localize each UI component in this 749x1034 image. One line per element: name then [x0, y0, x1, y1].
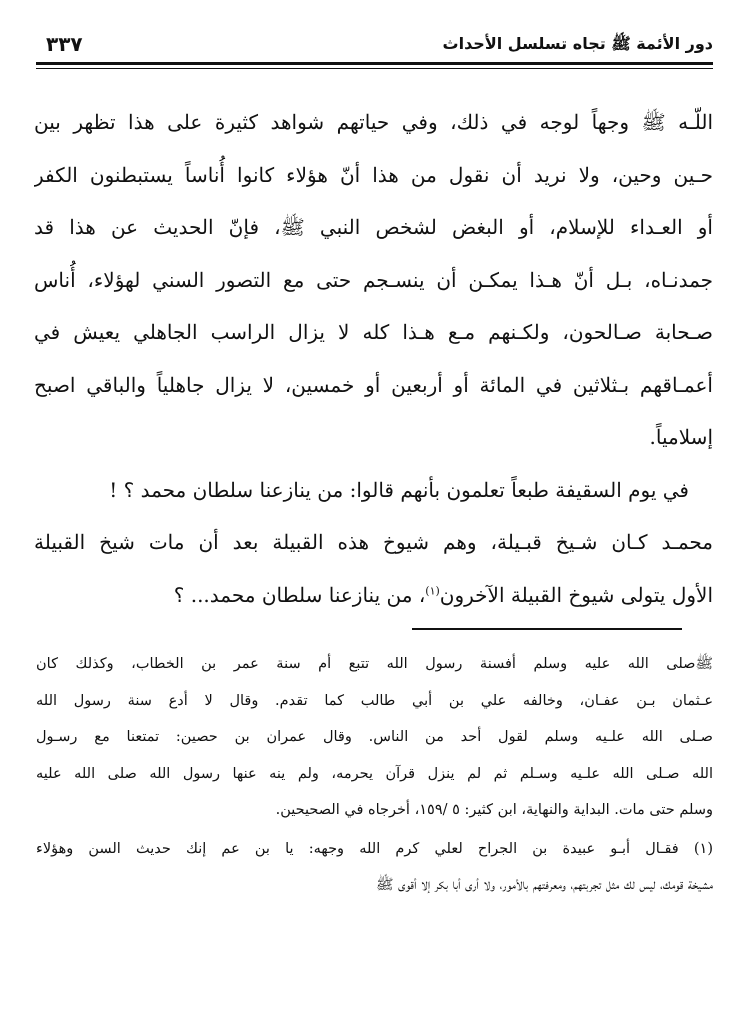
text-line: إسلامياً. [649, 425, 713, 449]
footnote-line: مشيخة قومك، ليس لك مثل تجربتهم، ومعرفتهم بالأمور، ولا أرى أبا بكر إلا أقوى ﷺ [375, 877, 713, 893]
text-line: حـين وحين، ولا نريد أن نقول من هذا أنّ هؤلاء كانوا أُناساً يستبطنون الكفر [34, 162, 713, 187]
header-rule-thin [36, 68, 713, 69]
text-line: محمـد كـان شـيخ قبـيلة، وهم شيوخ هذه القبيلة بعد أن مات شيخ القبيلة [34, 530, 713, 554]
running-title: دور الأئمة ﷺ تجاه تسلسل الأحداث [442, 34, 713, 53]
footnote-line: ﷺصلى الله عليه وسلم أفسنة رسول الله تتبع أم سنة عمر بن الخطاب، وكذلك كان [36, 656, 713, 672]
text-line-with-footnote-ref [34, 569, 713, 622]
last-line-text: الأول يتولى شيوخ القبيلة الآخرون [439, 582, 713, 607]
footnote-separator [412, 628, 682, 630]
main-text [34, 96, 713, 621]
footnote-line: الله صـلى الله علـيه وسـلم ثم لم ينزل قرآن يحرمه، ولم ينه عنها رسول الله صلى الله عليه [36, 765, 713, 782]
text-line: أعمـاقهم بـثلاثين في المائة أو أربعين أو خمسين، لا يزال جاهلياً والباقي اصبح [34, 372, 713, 397]
text-line: في يوم السقيفة طبعاً تعلمون بأنهم قالوا: من ينازعنا سلطان محمد ؟ ! [109, 477, 689, 502]
text-line: أو العـداء للإسلام، أو البغض لشخص النبي ﷺ، فإنّ الحديث عن هذا قد [34, 215, 713, 239]
header-rule-thick [36, 62, 713, 65]
page-header [36, 26, 713, 62]
footnote-line: صـلى الله علـيه وسلم لقول أحد من الناس. وقال عمران بن حصين: تمتعنا مع رسـول [36, 729, 713, 745]
text-line: صـحابة صـالحون، ولكـنهم مـع هـذا كله لا يزال الراسب الجاهلي يعيش في [34, 320, 713, 344]
text-line: اللّـه ﷺ وجهاً لوجه في ذلك، وفي حياتهم شواهد كثيرة على هذا تظهر بين [34, 110, 713, 134]
text-line: جمدنـاه، بـل أنّ هـذا يمكـن أن ينسـجم حتى مع التصور السني لهؤلاء، أُناس [34, 267, 713, 292]
footnote-line: (١) فقـال أبـو عبيدة بن الجراح لعلي كرم الله وجهه: يا بن عم إنك حديث السن وهؤلاء [36, 840, 713, 857]
last-line-text-end: ، من ينازعنا سلطان محمد... ؟ [173, 582, 426, 607]
footnote-line: وسلم حتى مات. البداية والنهاية، ابن كثير: ٥ /١٥٩، أخرجاه في الصحيحين. [275, 802, 713, 818]
footnotes [36, 646, 713, 904]
page-number: ٣٣٧ [46, 32, 83, 56]
footnote-reference: (١) [425, 583, 440, 597]
footnote-line: عـثمان بـن عفـان، وخالفه علي بن أبي طالب كما تقدم. وقال لا أدع سنة رسول الله [36, 692, 713, 709]
